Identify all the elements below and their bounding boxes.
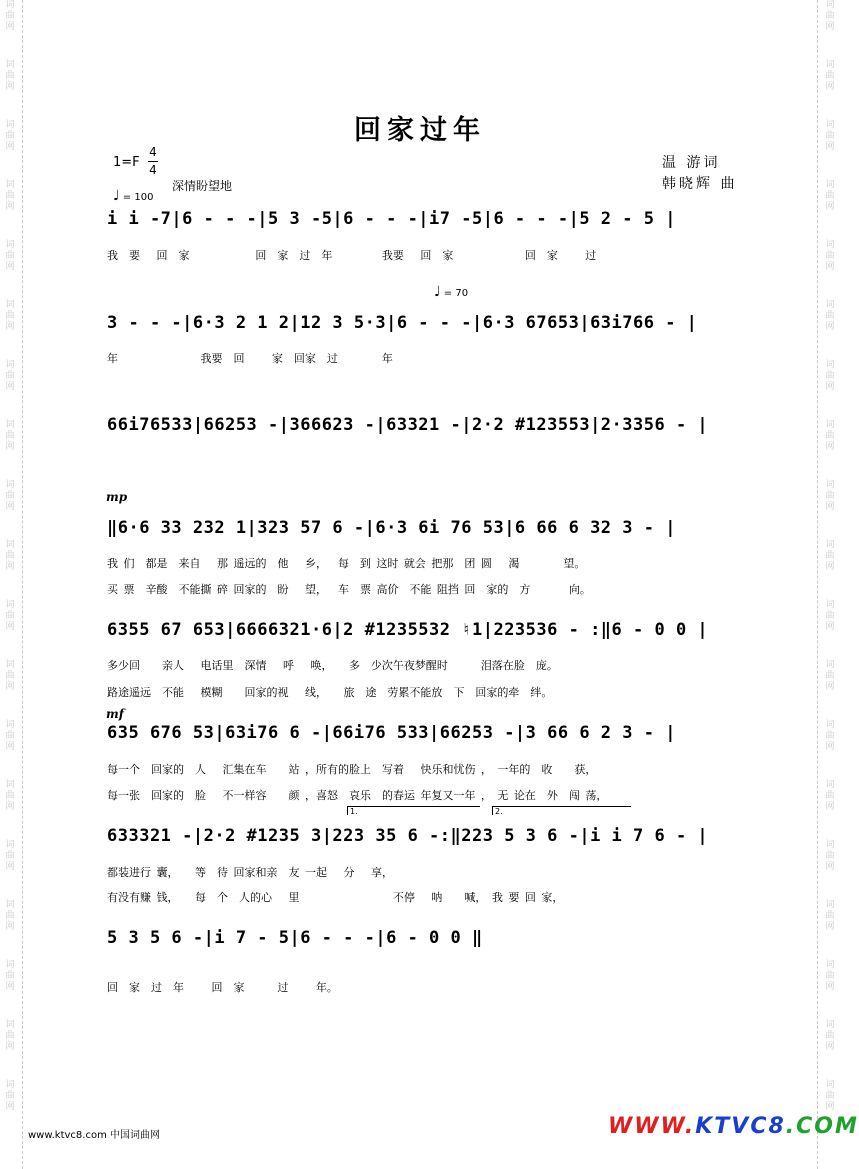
meter-bottom: 4: [149, 163, 157, 177]
watermark-text: 词 曲 网: [825, 840, 835, 872]
meter-top: 4: [149, 145, 157, 159]
song-title: 回家过年: [354, 115, 486, 146]
watermark-text: 词 曲 网: [5, 300, 15, 332]
lyric-line-5: 多少回 亲人 电话里 深情 呼 唤， 多 少次午夜梦醒时 泪落在脸 庞。: [107, 659, 558, 672]
time-signature: [148, 145, 158, 178]
music-line-6: 635 676 53|63i76 6 -|66i76 533|66253 -|3 66 6 2 3 - |: [107, 723, 676, 743]
lyric-line-4: 买 票 辛酸 不能撕 碎 回家的 盼 望， 车 票 高价 不能 阻挡 回 家的 方 向。: [107, 583, 591, 596]
music-line-2: 3 - - -|6·3 2 1 2|12 3 5·3|6 - - -|6·3 67653|63i766 - |: [107, 313, 698, 333]
watermark-text: 词 曲 网: [825, 0, 835, 32]
lyric-line-7: 每一个 回家的 人 汇集在车 站 ，所有的脸上 写着 快乐和忧伤 ， 一年的 收 获，: [107, 763, 597, 776]
lyric-line-1: 我 要 回 家 回 家 过 年 我要 回 家 回 家 过: [107, 249, 597, 262]
dynamic-mp: mp: [106, 490, 128, 504]
watermark-text: 词 曲 网: [825, 540, 835, 572]
tempo-2-value: = 70: [443, 288, 469, 299]
watermark-text: 词 曲 网: [825, 1080, 835, 1112]
watermark-text: 词 曲 网: [825, 960, 835, 992]
watermark-text: 词 曲 网: [825, 240, 835, 272]
watermark-text: 词 曲 网: [825, 360, 835, 392]
watermark-text: 词 曲 网: [5, 900, 15, 932]
tempo-1-value: = 100: [122, 192, 154, 203]
footer-logo-part-a: WWW.: [608, 1114, 696, 1139]
watermark-text: 词 曲 网: [825, 780, 835, 812]
music-line-5: 6355 67 653|6666321·6|2 #1235532 ♮1|223536 - :‖6 - 0 0 |: [107, 620, 709, 640]
watermark-text: 词 曲 网: [825, 480, 835, 512]
watermark-text: 词 曲 网: [5, 960, 15, 992]
watermark-text: 词 曲 网: [825, 120, 835, 152]
left-watermark-strip: [3, 0, 17, 1169]
volta-first-ending: 1.: [347, 806, 480, 815]
watermark-text: 词 曲 网: [825, 180, 835, 212]
lyric-line-3: 我 们 都是 来自 那 遥远的 他 乡， 每 到 这时 就会 把那 团 圆 渴 望。: [107, 557, 586, 570]
composer-credit: 韩晓辉 曲: [662, 176, 738, 192]
watermark-text: 词 曲 网: [825, 420, 835, 452]
tempo-marking-2: [434, 284, 468, 300]
lyric-line-2: 年 我要 回 家 回家 过 年: [107, 352, 393, 365]
lyric-line-6: 路途遥远 不能 模糊 回家的视 线， 旅 途 劳累不能放 下 回家的牵 绊。: [107, 686, 553, 699]
watermark-text: 词 曲 网: [5, 1080, 15, 1112]
lyricist-credit: 温 游词: [662, 155, 721, 171]
music-line-8: 5 3 5 6 -|i 7 - 5|6 - - -|6 - 0 0 ‖: [107, 928, 483, 948]
quarter-note-icon: ♩: [434, 284, 441, 300]
lyric-line-10: 有没有赚 钱， 每 个 人的心 里 不停 呐 喊， 我 要 回 家，: [107, 891, 564, 904]
lyric-line-8: 每一张 回家的 脸 不一样容 颜 ，喜怒 哀乐 的春运 年复又一年 ， 无 论在 外 闯 荡，: [107, 789, 608, 802]
footer-site-text: www.ktvc8.com 中国词曲网: [28, 1130, 161, 1141]
watermark-text: 词 曲 网: [5, 780, 15, 812]
music-line-1: i i -7|6 - - -|5 3 -5|6 - - -|i7 -5|6 - - -|5 2 - 5 |: [107, 209, 676, 229]
meter-bar: [148, 161, 158, 162]
music-line-7: 633321 -|2·2 #1235 3|223 35 6 -:‖223 5 3 6 -|i i 7 6 - |: [107, 826, 709, 846]
watermark-text: 词 曲 网: [5, 420, 15, 452]
watermark-text: 词 曲 网: [825, 60, 835, 92]
watermark-text: 词 曲 网: [825, 660, 835, 692]
watermark-text: 词 曲 网: [5, 60, 15, 92]
right-watermark-strip: [823, 0, 837, 1169]
watermark-text: 词 曲 网: [825, 720, 835, 752]
watermark-text: 词 曲 网: [5, 720, 15, 752]
quarter-note-icon: ♩: [113, 188, 120, 204]
music-line-4: ‖6·6 33 232 1|323 57 6 -|6·3 6i 76 53|6 66 6 32 3 - |: [107, 518, 676, 538]
lyric-line-11: 回 家 过 年 回 家 过 年。: [107, 981, 338, 994]
dynamic-mf: mf: [106, 707, 124, 721]
watermark-text: 词 曲 网: [825, 300, 835, 332]
watermark-text: 词 曲 网: [5, 360, 15, 392]
volta-second-ending: 2.: [492, 806, 631, 815]
tempo-marking-1: [113, 188, 153, 204]
key-signature: 1=F: [113, 155, 140, 170]
watermark-text: 词 曲 网: [5, 660, 15, 692]
expression-marking: 深情盼望地: [172, 179, 233, 193]
watermark-text: 词 曲 网: [825, 900, 835, 932]
watermark-text: 词 曲 网: [5, 1020, 15, 1052]
watermark-text: 词 曲 网: [825, 1020, 835, 1052]
footer-logo: [608, 1114, 859, 1139]
watermark-text: 词 曲 网: [5, 540, 15, 572]
footer-logo-part-b: KTVC8: [695, 1114, 786, 1139]
watermark-text: 词 曲 网: [5, 120, 15, 152]
watermark-text: 词 曲 网: [5, 600, 15, 632]
watermark-text: 词 曲 网: [5, 180, 15, 212]
footer-logo-part-c: .COM: [785, 1114, 859, 1139]
lyric-line-9: 都装进行 囊， 等 待 回家和亲 友 一起 分 享，: [107, 866, 393, 879]
watermark-text: 词 曲 网: [5, 480, 15, 512]
watermark-text: 词 曲 网: [5, 240, 15, 272]
watermark-text: 词 曲 网: [5, 0, 15, 32]
music-line-3: 66i76533|66253 -|366623 -|63321 -|2·2 #123553|2·3356 - |: [107, 415, 709, 435]
watermark-text: 词 曲 网: [825, 600, 835, 632]
watermark-text: 词 曲 网: [5, 840, 15, 872]
